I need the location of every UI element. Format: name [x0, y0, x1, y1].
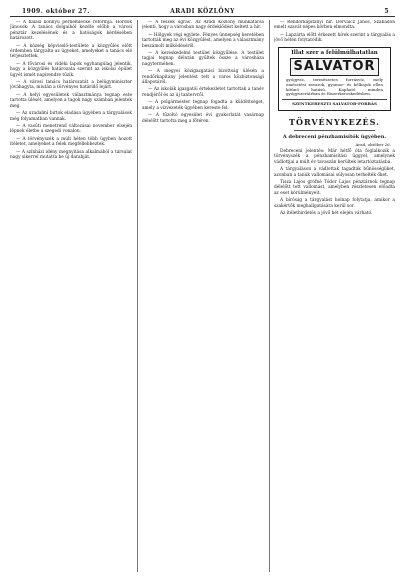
column-divider [137, 20, 138, 572]
article-paragraph: — Lapzárta előtt érkezett hírek szerint a tárgyalás a jövő héten folytatódik. [274, 32, 395, 44]
header-divider [10, 16, 395, 17]
column-1 [10, 20, 132, 570]
article-paragraph: Az ítélethirdetés a jövő hét elején várható. [280, 211, 373, 217]
article-paragraph: Tisza Lajos grófné Tódor Lajos pénztárnok tegnap délelőtt tett vallomást, amelyben részletesen előadta az eset körülményeit. [274, 180, 395, 196]
ad-body: gyógyvíz, természetes forrásvíz, mely emésztési zavarok, gyomor- és bélbajok ellen kitűnő hatású. Kapható minden gyógyszertárban és fűszerkereskedésben. [286, 77, 383, 97]
article-paragraph: A tárgyaláson a vádlottak tagadták bűnösségüket, azonban a tanúk vallomásai súlyosan terhelték őket. [274, 167, 395, 178]
article-paragraph: — A törvényszék a múlt héten több ügyben hozott ítéletet, amelyeket a felek megfellebbeztek. [10, 136, 132, 148]
article-paragraph: — Az uradalmi birtok eladása ügyében a tárgyalások még folyamatban vannak. [10, 111, 132, 122]
article-paragraph: — Hölgyek régi egylete. Fényes ünnepség keretében tartották meg az évi közgyűlést, amelyen a választmány beszámolt működéséről. [142, 32, 264, 49]
article-paragraph: — A halasi könnyű pernemlecke reformja. Hordók Jánosok: A tanács dolgaiból kezdte előbb a városi pénztár kezelésének és a hatóságok kérdésében határozott. [10, 20, 132, 42]
page-number: 5 [384, 8, 389, 15]
article-paragraph: — Az iskolák igazgatói értekezletet tartottak a tanév rendjéről és az új tantervről. [142, 87, 264, 98]
article-paragraph: — A fővárosi és vidéki lapok egyhangúlag jelentik, hogy a közgyűlés határozata szerint az iskolai épület ügyét ismét napirendre tűzik. [10, 61, 132, 78]
article-paragraph: — A városi tanács határozatát a belügyminiszter jóváhagyta, miután a törvényes határidő lejárt. [10, 80, 132, 91]
dateline: Arad, október 26. [355, 141, 391, 147]
article-subhead: A debreceni pénzhamisítók ügyében. [282, 133, 387, 140]
column-divider [269, 20, 270, 572]
advertisement [278, 47, 391, 111]
article-paragraph: — A község képviselő-testülete a közgyűlés előtt érdemben tárgyalta az ügyeket, amelyeket a tanács elé terjesztettek. [10, 43, 132, 60]
section-title: TÖRVÉNYKEZÉS. [289, 116, 380, 127]
article-paragraph: A bíróság a tárgyalást holnap folytatja, amikor a szakértők meghallgatására kerül sor. [274, 198, 395, 209]
article-paragraph: — A színházi idény megnyitása alkalmából a társulat nagy sikerrel mutatta be új darabját. [10, 149, 132, 160]
article-paragraph: — A polgármester tegnap fogadta a küldöttséget, amely a vízvezeték ügyében kereste fel. [142, 100, 264, 111]
article-paragraph: — A fészek ugrás'. Az Aradi Közlöny munkatársa jelenti, hogy a városban nagy érdeklődést keltett a hír. [142, 20, 264, 31]
column-3 [274, 20, 395, 570]
newspaper-title: ARADI KÖZLÖNY [170, 8, 235, 15]
section-divider [294, 130, 375, 131]
article-paragraph: — A helyi egyesületek választmánya tegnap este tartotta ülését, amelyen a tagok nagy számban jelentek meg. [10, 92, 132, 109]
article-paragraph: — A megyei közigazgatási bizottság ülésén a rendőrkapitány jelentést tett a város közbiztonsági állapotáról. [142, 69, 264, 86]
article-paragraph: Debreceni jelentés: Már hétfő óta foglalkozik a törvényszék a pénzhamisítási üggyel, amelynek vádlottjai a múlt év tavaszán kerültek letartóztatásba. [274, 149, 395, 165]
article-paragraph: — A kereskedelmi testület közgyűlése. A testület tagjai tegnap délután gyűltek össze a városháza nagytermében. [142, 51, 264, 67]
article-paragraph: — A tűzoltó egyesület évi gyakorlatát vasárnap délelőtt tartotta meg a főtéren. [142, 113, 264, 124]
article-paragraph: — Rendőrkapitányi hír. Dervaicz János, Szabadon emelt szavát népes körben elmondta. [274, 20, 395, 31]
issue-date: 1909. október 27. [22, 8, 91, 15]
article-paragraph: — A vasúti menetrend változásai november elsején lépnek életbe a szegedi vonalon. [10, 123, 132, 135]
ad-footer: SZENTKERESZTI SALVATOR-FORRÁS [282, 99, 387, 106]
column-2 [142, 20, 264, 570]
ad-brand-logo: SALVATOR [290, 58, 379, 76]
ad-title: Illat szer a felülmúlhatatlan [291, 49, 378, 56]
